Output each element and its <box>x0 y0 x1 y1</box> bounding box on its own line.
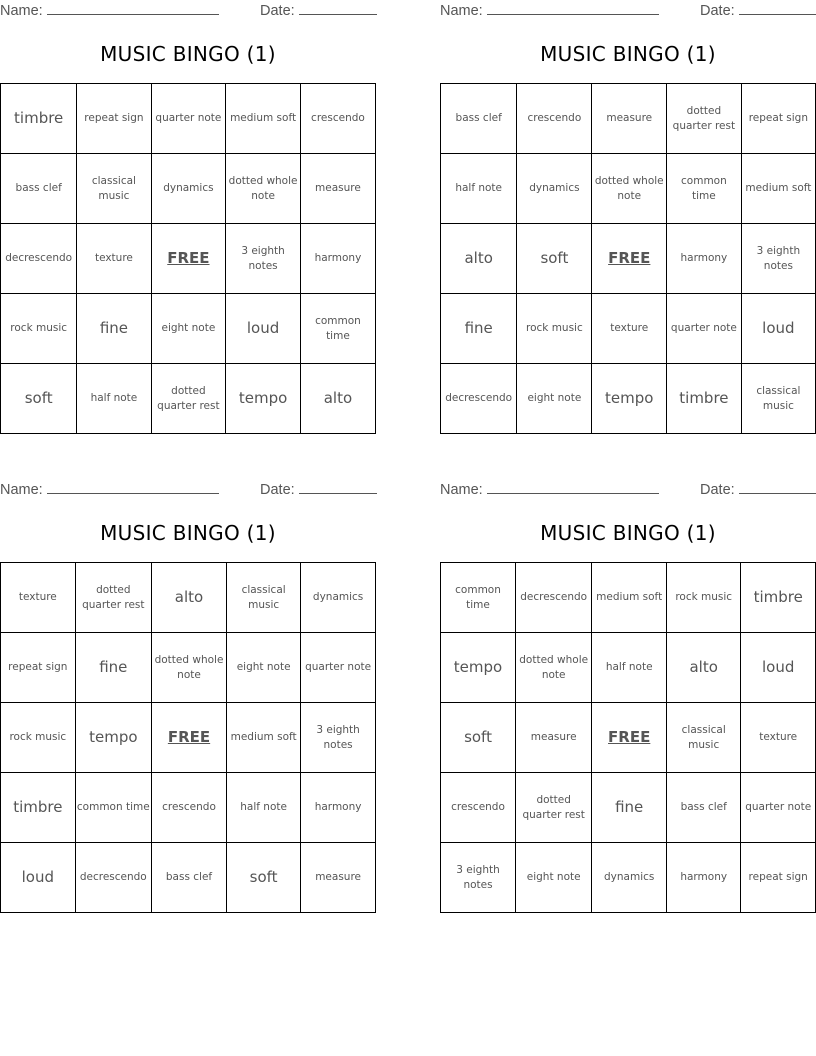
bingo-cell: harmony <box>301 773 376 843</box>
grid-row <box>441 294 816 364</box>
card-header <box>0 479 376 501</box>
grid-row <box>441 364 816 434</box>
free-space: FREE <box>592 703 667 773</box>
bingo-cell: eight note <box>227 633 301 703</box>
bingo-cell: dotted quarter rest <box>516 773 592 843</box>
bingo-cell: timbre <box>667 364 742 434</box>
date-blank-line <box>739 2 816 15</box>
bingo-cell: soft <box>441 703 516 773</box>
name-field <box>440 481 659 498</box>
bingo-cell: texture <box>1 563 76 633</box>
bingo-grid <box>0 562 376 913</box>
date-label: Date: <box>700 482 735 498</box>
bingo-card-3 <box>0 479 376 886</box>
date-field <box>260 481 377 498</box>
bingo-cell: dynamics <box>301 563 376 633</box>
bingo-cell: alto <box>667 633 741 703</box>
bingo-cell: quarter note <box>301 633 376 703</box>
bingo-cell: bass clef <box>1 154 77 224</box>
bingo-cell: common time <box>75 773 151 843</box>
bingo-cell: medium soft <box>226 84 301 154</box>
bingo-cell: half note <box>592 633 667 703</box>
grid-row <box>1 224 376 294</box>
bingo-cell: dotted whole note <box>592 154 667 224</box>
grid-row <box>1 563 376 633</box>
bingo-cell: soft <box>227 843 301 913</box>
date-blank-line <box>299 481 377 494</box>
bingo-cell: loud <box>226 294 301 364</box>
bingo-cell: crescendo <box>441 773 516 843</box>
bingo-cell: half note <box>77 364 151 434</box>
grid-row <box>1 154 376 224</box>
bingo-cell: classical music <box>227 563 301 633</box>
bingo-cell: medium soft <box>227 703 301 773</box>
date-field <box>700 481 816 498</box>
free-space: FREE <box>151 224 226 294</box>
bingo-cell: medium soft <box>592 563 667 633</box>
bingo-cell: half note <box>227 773 301 843</box>
name-blank-line <box>487 481 659 494</box>
card-header <box>0 0 376 22</box>
bingo-cell: harmony <box>667 843 741 913</box>
card-header <box>440 479 816 501</box>
bingo-cell: fine <box>441 294 517 364</box>
bingo-cell: tempo <box>441 633 516 703</box>
card-title: MUSIC BINGO (1) <box>100 521 276 545</box>
bingo-cell: dotted quarter rest <box>151 364 226 434</box>
bingo-cell: classical music <box>667 703 741 773</box>
bingo-cell: quarter note <box>151 84 226 154</box>
bingo-cell: medium soft <box>741 154 815 224</box>
bingo-cell: 3 eighth notes <box>441 843 516 913</box>
bingo-cell: measure <box>301 843 376 913</box>
bingo-cell: alto <box>300 364 375 434</box>
bingo-cell: alto <box>151 563 226 633</box>
bingo-cell: tempo <box>226 364 301 434</box>
bingo-cell: dotted whole note <box>516 633 592 703</box>
bingo-cell: dotted quarter rest <box>667 84 742 154</box>
bingo-grid <box>440 83 816 434</box>
grid-row <box>441 773 816 843</box>
bingo-cell: harmony <box>667 224 742 294</box>
name-field <box>0 2 219 19</box>
bingo-cell: repeat sign <box>741 84 815 154</box>
bingo-cell: timbre <box>741 563 816 633</box>
bingo-cell: texture <box>592 294 667 364</box>
grid-row <box>441 84 816 154</box>
date-field <box>700 2 816 19</box>
name-label: Name: <box>0 3 43 19</box>
bingo-cell: dotted whole note <box>151 633 226 703</box>
bingo-cell: fine <box>77 294 151 364</box>
bingo-cell: crescendo <box>151 773 226 843</box>
grid-row <box>441 224 816 294</box>
bingo-cell: measure <box>516 703 592 773</box>
bingo-cell: rock music <box>517 294 592 364</box>
bingo-cell: quarter note <box>667 294 742 364</box>
bingo-cell: common time <box>441 563 516 633</box>
bingo-cell: 3 eighth notes <box>226 224 301 294</box>
bingo-cell: decrescendo <box>1 224 77 294</box>
grid-row <box>441 563 816 633</box>
bingo-cell: fine <box>592 773 667 843</box>
bingo-cell: rock music <box>1 703 76 773</box>
grid-row <box>1 294 376 364</box>
bingo-cell: crescendo <box>300 84 375 154</box>
bingo-cell: texture <box>741 703 816 773</box>
bingo-card-2 <box>440 0 816 412</box>
bingo-cell: half note <box>441 154 517 224</box>
bingo-cell: eight note <box>516 843 592 913</box>
bingo-cell: 3 eighth notes <box>741 224 815 294</box>
bingo-cell: repeat sign <box>77 84 151 154</box>
bingo-cell: loud <box>1 843 76 913</box>
bingo-cell: timbre <box>1 773 76 843</box>
bingo-cell: bass clef <box>441 84 517 154</box>
bingo-cell: decrescendo <box>516 563 592 633</box>
grid-row <box>441 154 816 224</box>
bingo-cell: soft <box>517 224 592 294</box>
bingo-grid <box>0 83 376 434</box>
grid-row <box>441 633 816 703</box>
bingo-cell: crescendo <box>517 84 592 154</box>
bingo-cell: soft <box>1 364 77 434</box>
bingo-cell: bass clef <box>151 843 226 913</box>
bingo-cell: tempo <box>592 364 667 434</box>
bingo-cell: alto <box>441 224 517 294</box>
date-label: Date: <box>260 482 295 498</box>
bingo-cell: dotted quarter rest <box>75 563 151 633</box>
name-field <box>0 481 219 498</box>
grid-row <box>441 703 816 773</box>
name-blank-line <box>47 2 219 15</box>
name-blank-line <box>47 481 219 494</box>
bingo-cell: classical music <box>741 364 815 434</box>
bingo-cell: measure <box>300 154 375 224</box>
bingo-cell: common time <box>300 294 375 364</box>
card-title: MUSIC BINGO (1) <box>100 42 276 66</box>
free-space: FREE <box>151 703 226 773</box>
card-title: MUSIC BINGO (1) <box>540 521 716 545</box>
bingo-cell: harmony <box>300 224 375 294</box>
bingo-cell: rock music <box>1 294 77 364</box>
bingo-cell: tempo <box>75 703 151 773</box>
bingo-cell: measure <box>592 84 667 154</box>
bingo-cell: dynamics <box>151 154 226 224</box>
bingo-cell: loud <box>741 294 815 364</box>
bingo-cell: dynamics <box>592 843 667 913</box>
bingo-cell: timbre <box>1 84 77 154</box>
bingo-card-4 <box>440 479 816 891</box>
name-label: Name: <box>440 3 483 19</box>
name-field <box>440 2 659 19</box>
bingo-cell: repeat sign <box>1 633 76 703</box>
grid-row <box>1 364 376 434</box>
grid-row <box>1 773 376 843</box>
bingo-cell: dynamics <box>517 154 592 224</box>
date-label: Date: <box>260 3 295 19</box>
bingo-cell: decrescendo <box>441 364 517 434</box>
bingo-cell: dotted whole note <box>226 154 301 224</box>
date-blank-line <box>299 2 377 15</box>
bingo-cell: 3 eighth notes <box>301 703 376 773</box>
grid-row <box>1 84 376 154</box>
free-space: FREE <box>592 224 667 294</box>
bingo-cell: classical music <box>77 154 151 224</box>
bingo-cell: eight note <box>151 294 226 364</box>
grid-row <box>1 633 376 703</box>
grid-row <box>1 703 376 773</box>
card-header <box>440 0 816 22</box>
bingo-cell: rock music <box>667 563 741 633</box>
bingo-cell: repeat sign <box>741 843 816 913</box>
bingo-cell: loud <box>741 633 816 703</box>
name-blank-line <box>487 2 659 15</box>
name-label: Name: <box>0 482 43 498</box>
bingo-cell: texture <box>77 224 151 294</box>
name-label: Name: <box>440 482 483 498</box>
bingo-cell: fine <box>75 633 151 703</box>
bingo-cell: bass clef <box>667 773 741 843</box>
date-label: Date: <box>700 3 735 19</box>
bingo-grid <box>440 562 816 913</box>
bingo-cell: decrescendo <box>75 843 151 913</box>
bingo-card-1 <box>0 0 376 412</box>
bingo-cell: eight note <box>517 364 592 434</box>
bingo-cell: quarter note <box>741 773 816 843</box>
grid-row <box>441 843 816 913</box>
grid-row <box>1 843 376 913</box>
date-field <box>260 2 377 19</box>
date-blank-line <box>739 481 816 494</box>
bingo-cell: common time <box>667 154 742 224</box>
card-title: MUSIC BINGO (1) <box>540 42 716 66</box>
